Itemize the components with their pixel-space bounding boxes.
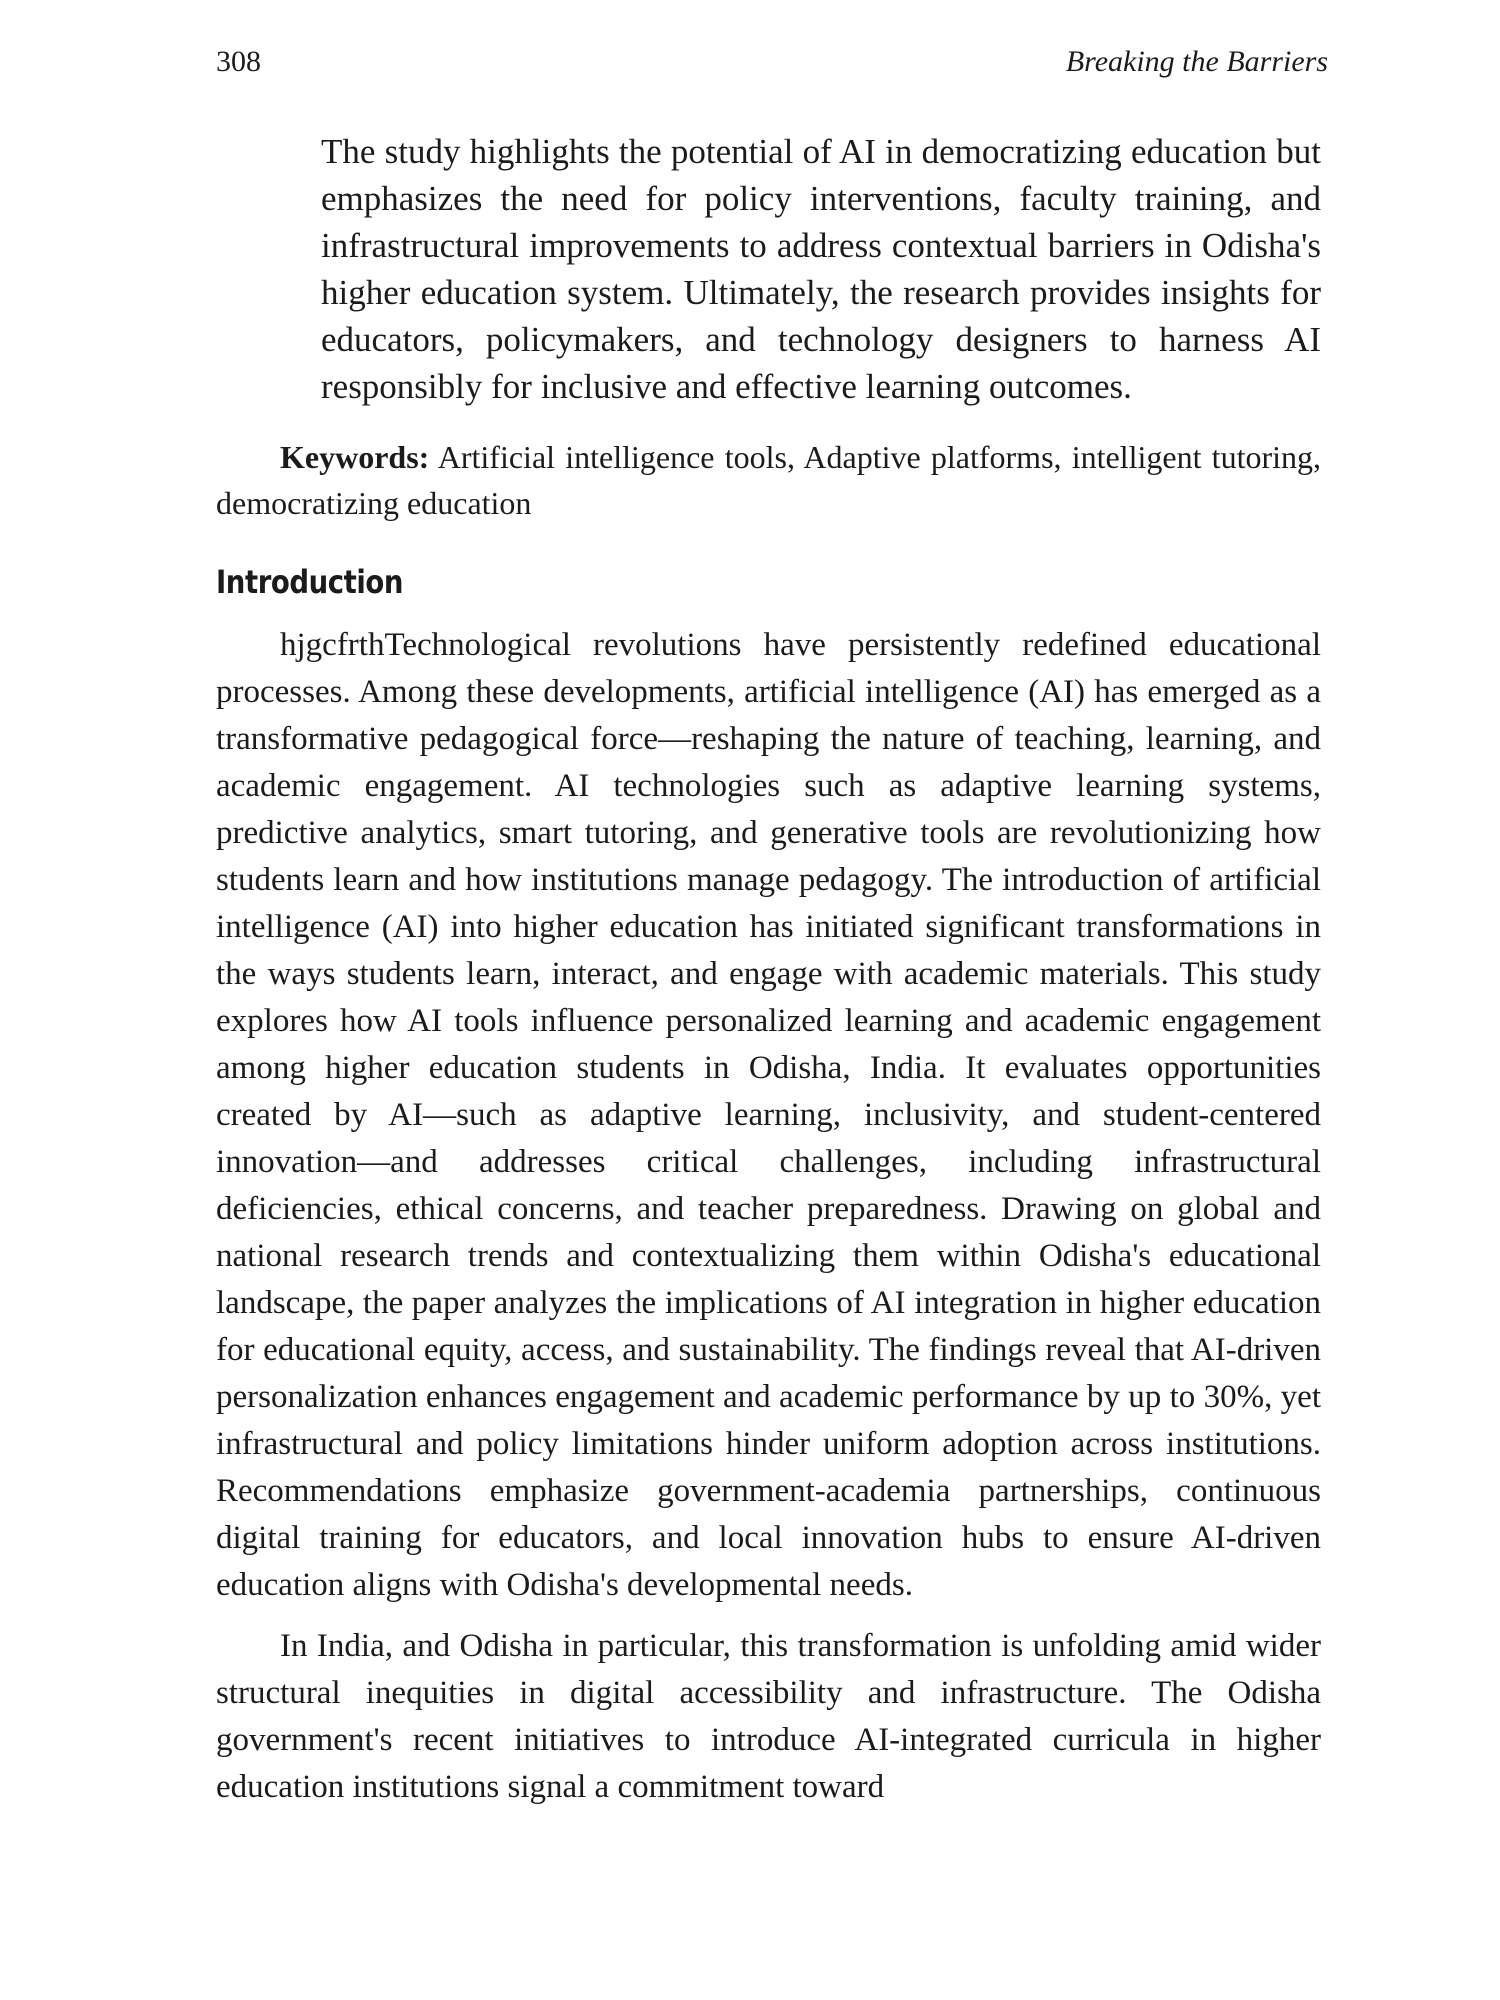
page-content — [216, 128, 1321, 1811]
introduction-paragraph-1: hjgcfrthTechnological revolutions have persistently redefined educational processes. Among these developments, artificial intelligence (AI) has emerged as a transformative pedagogical force—reshaping the nature of teaching, learning, and academic engagement. AI technologies such as adaptive learning systems, predictive analytics, smart tutoring, and generative tools are revolutionizing how students learn and how institutions manage pedagogy. The introduction of artificial intelligence (AI) into higher education has initiated significant transformations in the ways students learn, interact, and engage with academic materials. This study explores how AI tools influence personalized learning and academic engagement among higher education students in Odisha, India. It evaluates opportunities created by AI—such as adaptive learning, inclusivity, and student-centered innovation—and addresses critical challenges, including infrastructural deficiencies, ethical concerns, and teacher preparedness. Drawing on global and national research trends and contextualizing them within Odisha's educational landscape, the paper analyzes the implications of AI integration in higher education for educational equity, access, and sustainability. The findings reveal that AI-driven personalization enhances engagement and academic performance by up to 30%, yet infrastructural and policy limitations hinder uniform adoption across institutions. Recommendations emphasize government-academia partnerships, continuous digital training for educators, and local innovation hubs to ensure AI-driven education aligns with Odisha's developmental needs. — [216, 627, 1321, 1603]
page-number: 308 — [216, 45, 261, 78]
keywords-text: Artificial intelligence tools, Adaptive platforms, intelligent tutoring, democratizing education — [216, 439, 1321, 521]
running-title: Breaking the Barriers — [1065, 45, 1328, 78]
introduction-heading: Introduction — [216, 563, 403, 601]
keywords — [216, 434, 1321, 526]
abstract-closing-paragraph: The study highlights the potential of AI in democratizing education but emphasizes the need for policy interventions, faculty training, and infrastructural improvements to address contextual barriers in Odisha's higher education system. Ultimately, the research provides insights for educators, policymakers, and technology designers to harness AI responsibly for inclusive and effective learning outcomes. — [321, 132, 1321, 406]
introduction-paragraph-2: In India, and Odisha in particular, this transformation is unfolding amid wider structural inequities in digital accessibility and infrastructure. The Odisha government's recent initiatives to introduce AI-integrated curricula in higher education institutions signal a commitment toward — [216, 1628, 1321, 1805]
keywords-label: Keywords: — [280, 439, 430, 475]
